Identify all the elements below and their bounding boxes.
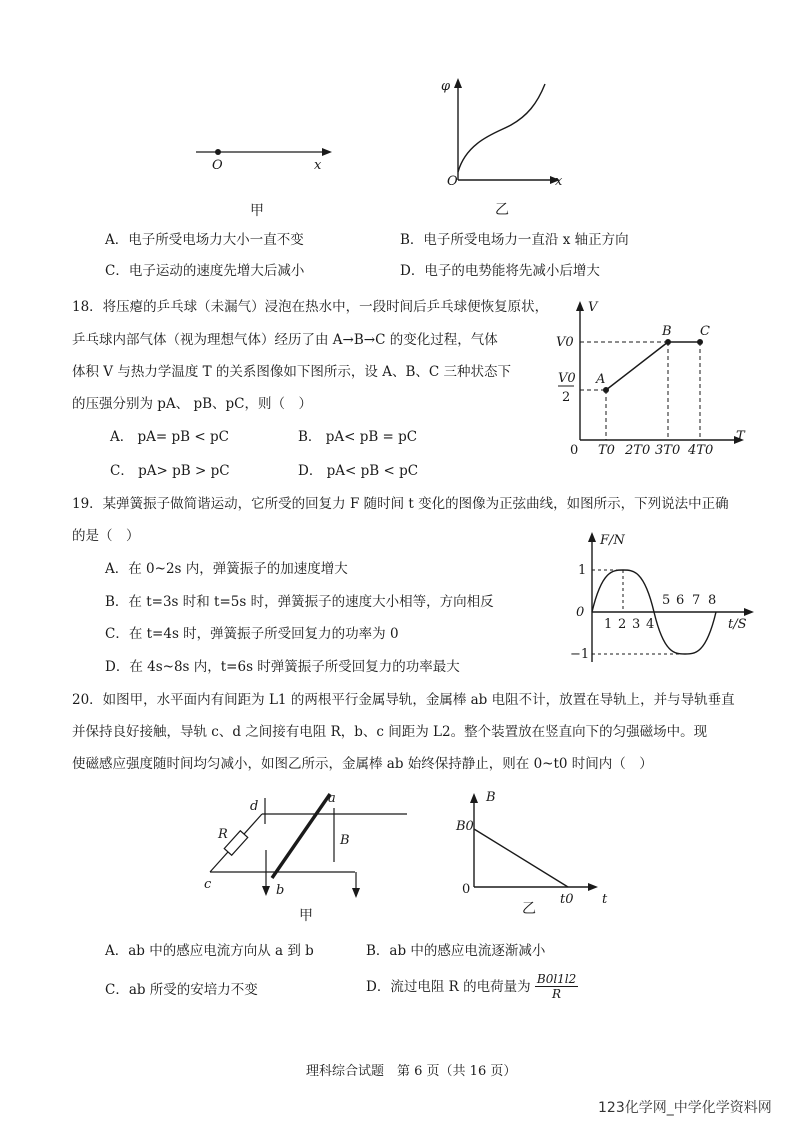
jia-axis-label: x xyxy=(314,158,322,173)
q19-option-d: D．在 4s~8s 内，t=6s 时弹簧振子所受回复力的功率最大 xyxy=(105,659,460,675)
q20-jia-b-field: B xyxy=(340,833,350,848)
q20-jia-r: R xyxy=(218,827,228,842)
page-footer: 理科综合试题 第 6 页（共 16 页） xyxy=(306,1064,517,1079)
q20-jia-d: d xyxy=(250,799,259,814)
fig17-jia xyxy=(190,135,340,225)
q19-tick-7: 7 xyxy=(692,593,701,608)
q20-yi-caption: 乙 xyxy=(522,901,536,917)
jia-origin-label: O xyxy=(212,158,223,173)
q18-option-d: D． pA< pB < pC xyxy=(298,463,419,479)
yi-origin-label: O xyxy=(447,174,458,189)
q18-tick-t0: T0 xyxy=(598,443,615,458)
q20-option-d xyxy=(366,972,578,1001)
q20-jia-a: a xyxy=(328,791,336,806)
q19-tick-2: 2 xyxy=(618,617,627,632)
q18-option-b: B． pA< pB = pC xyxy=(298,429,418,445)
q20-option-d-prefix: D．流过电阻 R 的电荷量为 xyxy=(366,978,531,995)
q18-v0half-den: 2 xyxy=(562,390,571,405)
q19-option-c: C．在 t=4s 时，弹簧振子所受回复力的功率为 0 xyxy=(105,626,399,642)
q19-tick-6: 6 xyxy=(676,593,685,608)
q18-option-a: A． pA= pB < pC xyxy=(110,429,229,445)
q20-yi-xaxis: t xyxy=(602,892,608,907)
q19-option-a: A．在 0~2s 内，弹簧振子的加速度增大 xyxy=(105,561,348,577)
q20-jia-b: b xyxy=(276,883,285,898)
q20-jia-caption: 甲 xyxy=(299,908,313,924)
q20-yi-b0: B0 xyxy=(456,819,474,834)
q20-option-b: B．ab 中的感应电流逐渐减小 xyxy=(366,943,546,959)
q19-stem-line1: 19．某弹簧振子做简谐运动，它所受的回复力 F 随时间 t 变化的图像为正弦曲线，如图所示，下列说法中正确 xyxy=(72,496,729,512)
q18-tick-3t0: 3T0 xyxy=(655,443,681,458)
q19-yaxis-label: F/N xyxy=(600,533,625,548)
q20-fig-yi xyxy=(450,785,630,915)
q19-xaxis-label: t/S xyxy=(728,617,747,632)
q20-yi-yaxis: B xyxy=(486,790,496,805)
q18-vt-graph xyxy=(550,297,760,467)
q20-option-a: A．ab 中的感应电流方向从 a 到 b xyxy=(105,943,314,959)
q19-origin-label: 0 xyxy=(576,605,585,620)
q18-point-b: B xyxy=(662,324,672,339)
q19-ft-graph xyxy=(562,530,762,670)
q18-xaxis-label: T xyxy=(736,429,745,444)
q18-stem-line3: 体积 V 与热力学温度 T 的关系图像如下图所示，设 A、B、C 三种状态下 xyxy=(72,364,511,380)
q20-option-d-numerator: B0l1l2 xyxy=(536,972,577,986)
yi-caption: 乙 xyxy=(495,202,509,218)
q19-minus-one-label: −1 xyxy=(570,647,590,662)
q18-v0half-num: V0 xyxy=(558,371,576,386)
q19-tick-3: 3 xyxy=(632,617,641,632)
watermark: 123化学网_中学化学资料网 xyxy=(598,1100,772,1116)
q17-option-d: D．电子的电势能将先减小后增大 xyxy=(400,263,600,279)
q20-yi-origin: 0 xyxy=(462,882,471,897)
q19-tick-1: 1 xyxy=(604,617,613,632)
q20-option-d-denominator: R xyxy=(552,987,562,1001)
q18-point-c: C xyxy=(700,324,710,339)
q17-option-b: B．电子所受电场力一直沿 x 轴正方向 xyxy=(400,232,629,248)
q18-point-a: A xyxy=(596,372,606,387)
q19-tick-5: 5 xyxy=(662,593,671,608)
fig17-yi xyxy=(435,72,585,222)
q20-stem-line1: 20．如图甲，水平面内有间距为 L1 的两根平行金属导轨，金属棒 ab 电阻不计，放置在导轨上，并与导轨垂直 xyxy=(72,692,735,708)
q19-tick-8: 8 xyxy=(708,593,717,608)
q19-stem-line2: 的是（ ） xyxy=(72,528,140,544)
q20-yi-t0: t0 xyxy=(560,892,574,907)
q19-option-b: B．在 t=3s 时和 t=5s 时，弹簧振子的速度大小相等，方向相反 xyxy=(105,594,494,610)
q20-option-c: C．ab 所受的安培力不变 xyxy=(105,982,258,998)
q19-tick-4: 4 xyxy=(646,617,655,632)
q20-stem-line3: 使磁感应强度随时间均匀减小，如图乙所示，金属棒 ab 始终保持静止，则在 0~t0 时间内（ ） xyxy=(72,756,653,772)
q20-fig-jia xyxy=(200,790,430,930)
q17-option-a: A．电子所受电场力大小一直不变 xyxy=(105,232,304,248)
q20-stem-line2: 并保持良好接触，导轨 c、d 之间接有电阻 R，b、c 间距为 L2。整个装置放在竖直向下的匀强磁场中。现 xyxy=(72,724,708,740)
q18-tick-4t0: 4T0 xyxy=(688,443,714,458)
q18-yaxis-label: V xyxy=(588,300,598,315)
yi-axis-label: x xyxy=(555,174,563,189)
q20-option-d-fraction xyxy=(535,972,578,1001)
q18-origin-label: 0 xyxy=(570,443,579,458)
yi-yaxis-label: φ xyxy=(441,79,451,94)
q20-jia-c: c xyxy=(204,877,212,892)
q19-one-label: 1 xyxy=(578,563,587,578)
q18-v0-label: V0 xyxy=(556,335,574,350)
q18-stem-line2: 乒乓球内部气体（视为理想气体）经历了由 A→B→C 的变化过程，气体 xyxy=(72,332,498,348)
jia-caption: 甲 xyxy=(250,203,264,219)
q18-stem-line4: 的压强分别为 pA、 pB、pC，则（ ） xyxy=(72,396,313,412)
q18-tick-2t0: 2T0 xyxy=(625,443,651,458)
q18-stem-line1: 18．将压瘪的乒乓球（未漏气）浸泡在热水中，一段时间后乒乓球便恢复原状， xyxy=(72,299,549,315)
q17-option-c: C．电子运动的速度先增大后减小 xyxy=(105,263,305,279)
q18-option-c: C． pA> pB > pC xyxy=(110,463,230,479)
